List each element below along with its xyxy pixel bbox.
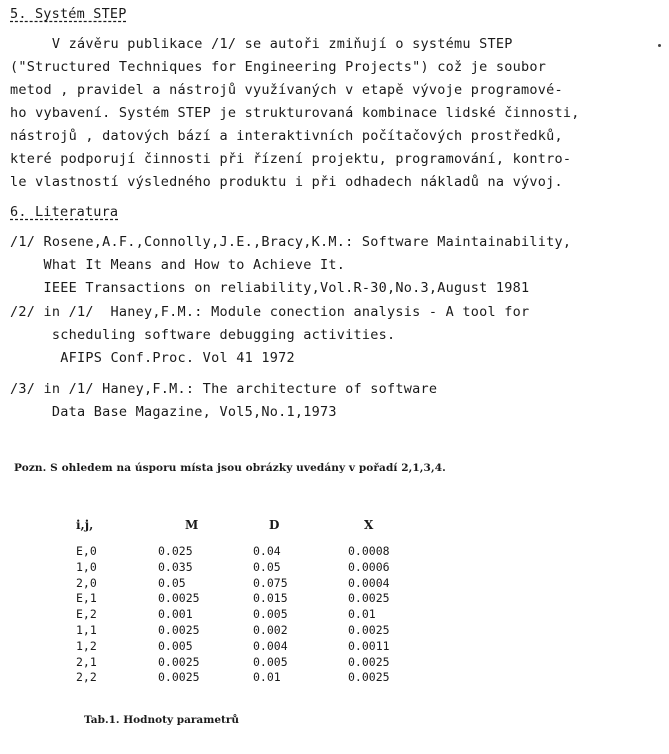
table-cell: 0.0008: [348, 544, 390, 558]
table-cell: 0.0006: [348, 559, 390, 574]
reference-line: /3/ in /1/ Haney,F.M.: The architecture of software: [10, 381, 438, 397]
table-header-cell: X: [364, 518, 374, 532]
table-cell: 0.005: [158, 638, 193, 653]
section-5-heading: 5. Systém STEP: [10, 6, 127, 22]
table-row: [70, 638, 390, 655]
paragraph-line: metod , pravidel a nástrojů využívaných v etapě vývoje programové-: [10, 82, 563, 98]
paragraph-line: které podporují činnosti při řízení projektu, programování, kontro-: [10, 151, 572, 167]
table-cell: 0.0004: [348, 575, 390, 590]
reference-line: scheduling software debugging activities.: [10, 327, 396, 343]
reference-line: Data Base Magazine, Vol5,No.1,1973: [10, 404, 337, 420]
table-cell: 0.0025: [348, 670, 390, 685]
table-cell: 0.005: [253, 607, 288, 622]
table-cell: 0.0025: [158, 670, 200, 685]
table-cell: E,2: [76, 607, 97, 622]
table-cell: 2,2: [76, 670, 97, 685]
paragraph-line: nástrojů , datových bází a interaktivních počítačových prostředků,: [10, 128, 563, 144]
table-cell: 0.05: [158, 575, 186, 590]
paragraph-line: V závěru publikace /1/ se autoři zmiňují o systému STEP: [10, 36, 513, 52]
table-row: [70, 607, 376, 623]
table-cell: 0.0025: [158, 622, 200, 637]
table-cell: 1,1: [76, 622, 97, 637]
table-header-cell: M: [185, 518, 199, 532]
scan-speck: [658, 44, 661, 47]
table-row: [70, 622, 390, 639]
paragraph-line: le vlastností výsledného produktu i při odhadech nákladů na vývoj.: [10, 174, 563, 190]
reference-line: What It Means and How to Achieve It.: [10, 257, 346, 273]
table-header-cell: D: [269, 518, 280, 532]
table-cell: 1,0: [76, 559, 97, 574]
reference-line: AFIPS Conf.Proc. Vol 41 1972: [10, 350, 295, 366]
table-cell: 0.0011: [348, 638, 390, 653]
table-cell: E,0: [76, 544, 97, 558]
table-cell: 0.0025: [348, 622, 390, 637]
table-cell: 0.01: [253, 670, 281, 685]
reference-line: /1/ Rosene,A.F.,Connolly,J.E.,Bracy,K.M.: Software Maintainability,: [10, 234, 572, 250]
table-cell: E,1: [76, 591, 97, 606]
table-row: [70, 670, 390, 686]
table-cell: 0.01: [348, 607, 376, 622]
table-cell: 0.0025: [348, 654, 390, 669]
table-row: [70, 591, 390, 607]
table-row: [70, 559, 390, 576]
table-cell: 2,1: [76, 654, 97, 669]
reference-line: IEEE Transactions on reliability,Vol.R-30,No.3,August 1981: [10, 280, 530, 296]
table-cell: 0.0025: [158, 654, 200, 669]
table-cell: 1,2: [76, 638, 97, 653]
table-cell: 0.04: [253, 544, 281, 558]
table-caption: Tab.1. Hodnoty parametrů: [84, 714, 240, 726]
table-row: [70, 575, 390, 592]
paragraph-line: ("Structured Techniques for Engineering Projects") což je soubor: [10, 59, 547, 75]
table-row: [70, 544, 390, 560]
table-cell: 2,0: [76, 575, 97, 590]
table-cell: 0.005: [253, 654, 288, 669]
table-cell: 0.075: [253, 575, 288, 590]
reference-line: /2/ in /1/ Haney,F.M.: Module conection analysis - A tool for: [10, 304, 530, 320]
table-cell: 0.025: [158, 544, 193, 558]
table-cell: 0.0025: [158, 591, 200, 606]
table-cell: 0.015: [253, 591, 288, 606]
paragraph-line: ho vybavení. Systém STEP je strukturovaná kombinace lidské činnosti,: [10, 105, 580, 121]
table-cell: 0.035: [158, 559, 193, 574]
table-header-row: [70, 518, 374, 544]
table-cell: 0.004: [253, 638, 288, 653]
footnote: Pozn. S ohledem na úsporu místa jsou obrázky uvedány v pořadí 2,1,3,4.: [14, 462, 446, 474]
section-6-heading: 6. Literatura: [10, 204, 119, 220]
parameter-table: [70, 518, 390, 686]
table-cell: 0.0025: [348, 591, 390, 606]
table-cell: 0.001: [158, 607, 193, 622]
table-row: [70, 654, 390, 671]
table-cell: 0.05: [253, 559, 281, 574]
table-cell: 0.002: [253, 622, 288, 637]
table-header-cell: i,j,: [76, 518, 94, 532]
